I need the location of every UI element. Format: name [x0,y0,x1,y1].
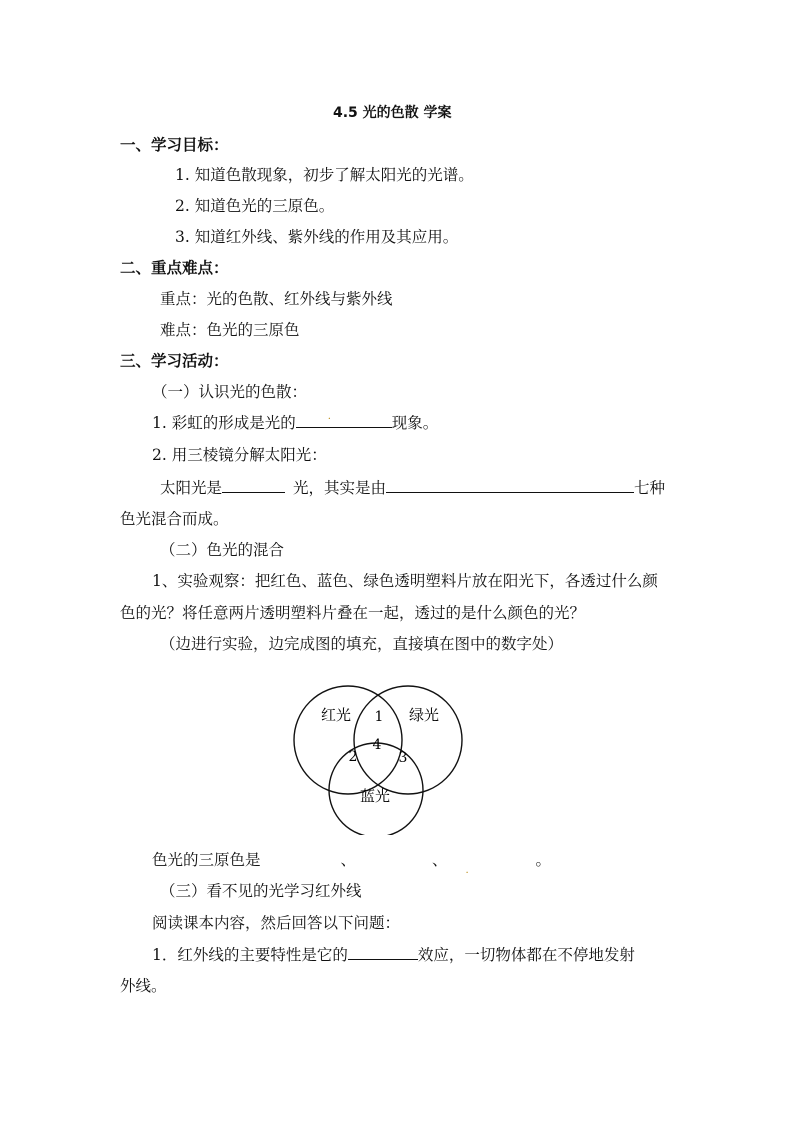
section-heading-goals: 一、学习目标： [120,136,229,154]
separator-2: 、 [432,851,448,869]
green-light-label: 绿光 [408,706,440,724]
answer-blank-infrared-effect[interactable] [348,945,418,960]
experiment-text-1: 1、实验观察：把红色、蓝色、绿色透明塑料片放在阳光下，各透过什么颜 [152,572,658,590]
goal-item-1: 1. 知道色散现象，初步了解太阳光的光谱。 [175,166,474,184]
region-3-number[interactable]: 3 [398,750,408,766]
question-rainbow-suffix: 现象。 [391,414,439,432]
page-title: 4.5 光的色散 学案 [333,105,452,121]
experiment-note: （边进行实验，边完成图的填充，直接填在图中的数字处） [160,635,564,653]
answer-blank-rainbow[interactable]: . [296,413,392,428]
separator-1: 、 [340,851,357,869]
part1-title: （一）认识光的色散： [152,383,308,401]
sunlight-text-cont: 色光混合而成。 [120,510,229,528]
primary-colors-question: 色光的三原色是 、 、 . 。 [152,851,552,876]
color-mixing-venn-diagram [280,665,480,835]
key-point: 重点：光的色散、红外线与紫外线 [160,290,393,308]
blue-light-label: 蓝光 [359,787,391,805]
green-light-circle [354,686,462,794]
primary-colors-text: 色光的三原色是 [152,851,261,869]
region-4-number[interactable]: 4 [372,737,382,753]
difficult-point: 难点：色光的三原色 [160,321,300,339]
section-heading-keypoints: 二、重点难点： [120,259,229,277]
infrared-text-cont: 外线。 [120,977,167,995]
reading-instruction: 阅读课本内容，然后回答以下问题： [152,914,401,932]
part3-title: （三）看不见的光学习红外线 [160,882,362,900]
part2-title: （二）色光的混合 [160,541,285,559]
answer-blank-seven-colors[interactable] [386,478,634,493]
period: 。 [535,851,552,869]
question-rainbow-text: 1. 彩虹的形成是光的 [152,414,296,432]
red-light-circle [294,686,402,794]
red-light-label: 红光 [320,706,352,724]
section-heading-activities: 三、学习活动： [120,352,229,370]
answer-blank-sunlight-type[interactable] [222,478,285,493]
experiment-text-2: 色的光？将任意两片透明塑料片叠在一起，透过的是什么颜色的光？ [120,604,586,622]
sunlight-text-b: 光，其实是由 [293,479,387,497]
sunlight-text-c: 七种 [634,479,666,497]
infrared-text-a: 1．红外线的主要特性是它的 [152,946,348,964]
sunlight-text-a: 太阳光是 [160,479,223,497]
question-sunlight [160,478,665,498]
question-prism: 2. 用三棱镜分解太阳光： [152,446,327,464]
region-2-number[interactable]: 2 [348,749,358,765]
question-infrared [152,945,635,965]
region-1-number[interactable]: 1 [374,709,384,725]
goal-item-3: 3. 知道红外线、紫外线的作用及其应用。 [175,228,459,246]
question-rainbow [152,413,438,433]
goal-item-2: 2. 知道色光的三原色。 [175,197,335,215]
infrared-text-b: 效应，一切物体都在不停地发射 [417,946,635,964]
